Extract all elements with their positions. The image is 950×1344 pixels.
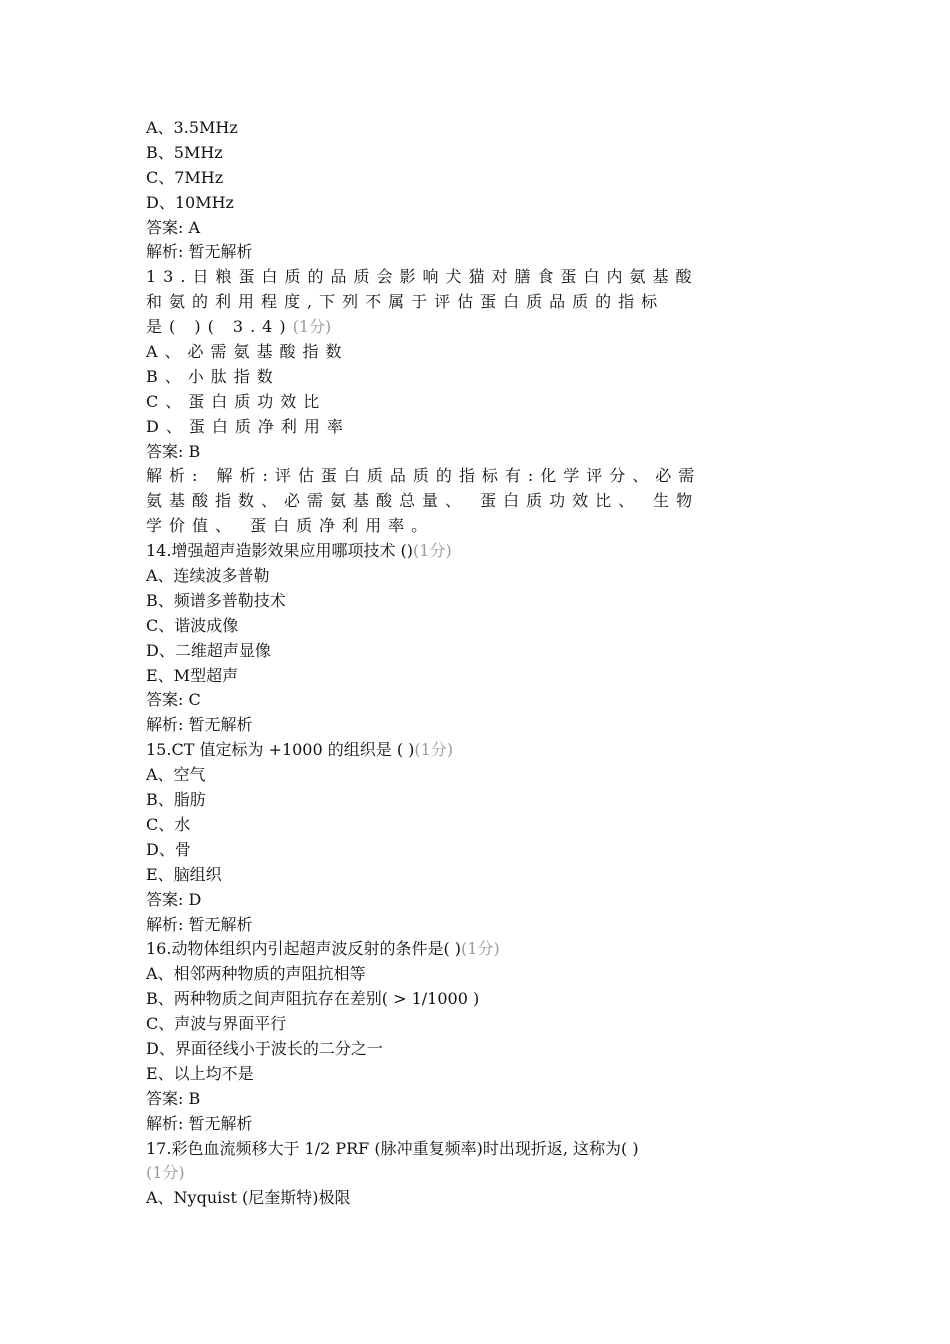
option-c: C、7MHz xyxy=(146,167,224,187)
option-b: B、5MHz xyxy=(146,142,223,162)
option-a: A、Nyquist (尼奎斯特)极限 xyxy=(146,1188,351,1208)
question-13 xyxy=(146,265,816,539)
answer: 答案: A xyxy=(146,217,201,237)
option-e: E、M型超声 xyxy=(146,665,239,685)
option-b: B、频谱多普勒技术 xyxy=(146,590,286,610)
option-c: C、蛋白质功效比 xyxy=(146,391,327,411)
question-stem-line-2: 和氨的利用程度,下列不属于评估蛋白质品质的指标 xyxy=(146,292,665,312)
option-c: C、声波与界面平行 xyxy=(146,1014,287,1034)
score-label: (1分) xyxy=(292,317,332,337)
option-d: D、骨 xyxy=(146,839,191,859)
analysis: 解析: 暂无解析 xyxy=(146,1113,253,1133)
question-stem xyxy=(146,539,816,564)
option-e: E、脑组织 xyxy=(146,864,222,884)
analysis-line-2: 氨基酸指数、必需氨基酸总量、 蛋白质功效比、 生物 xyxy=(146,491,700,511)
question-stem xyxy=(146,937,816,962)
score-label: (1分) xyxy=(146,1163,185,1183)
answer: 答案: C xyxy=(146,690,201,710)
score-label: (1分) xyxy=(414,740,454,760)
question-17 xyxy=(146,1137,816,1212)
option-c: C、谐波成像 xyxy=(146,615,239,635)
analysis-line-1: 解析: 解析:评估蛋白质品质的指标有:化学评分、必需 xyxy=(146,466,702,486)
answer: 答案: D xyxy=(146,889,202,909)
analysis: 解析: 暂无解析 xyxy=(146,715,253,735)
analysis: 解析: 暂无解析 xyxy=(146,242,253,262)
answer: 答案: B xyxy=(146,1088,201,1108)
answer: 答案: B xyxy=(146,441,201,461)
analysis-line-3: 学价值、 蛋白质净利用率。 xyxy=(146,516,435,536)
question-stem-line-1: 13.日粮蛋白质的品质会影响犬猫对膳食蛋白内氨基酸 xyxy=(146,267,699,287)
option-a: A、必需氨基酸指数 xyxy=(146,342,349,362)
option-a: A、连续波多普勒 xyxy=(146,566,270,586)
question-14 xyxy=(146,539,816,738)
option-e: E、以上均不是 xyxy=(146,1063,254,1083)
score-label: (1分) xyxy=(413,541,452,561)
document-page xyxy=(146,116,816,1211)
question-15 xyxy=(146,738,816,937)
option-a: A、3.5MHz xyxy=(146,118,238,137)
option-d: D、界面径线小于波长的二分之一 xyxy=(146,1038,383,1058)
option-a: A、相邻两种物质的声阻抗相等 xyxy=(146,964,366,984)
question-stem-text: 14.增强超声造影效果应用哪项技术 () xyxy=(146,541,414,561)
question-stem-line-3 xyxy=(146,315,816,340)
option-b: B、小肽指数 xyxy=(146,366,280,386)
analysis: 解析: 暂无解析 xyxy=(146,914,253,934)
option-a: A、空气 xyxy=(146,765,206,785)
question-stem xyxy=(146,738,816,763)
question-stem: 17.彩色血流频移大于 1/2 PRF (脉冲重复频率)时出现折返, 这称为( ) xyxy=(146,1138,639,1158)
question-16 xyxy=(146,937,816,1136)
question-stem-text: 16.动物体组织内引起超声波反射的条件是( ) xyxy=(146,939,462,959)
option-d: D、10MHz xyxy=(146,192,234,212)
option-b: B、两种物质之间声阻抗存在差别( > 1/1000 ) xyxy=(146,989,480,1009)
question-12-tail xyxy=(146,116,816,265)
option-b: B、脂肪 xyxy=(146,790,206,810)
question-stem-text: 是( )( 3.4) xyxy=(146,317,293,337)
question-stem-text: 15.CT 值定标为 +1000 的组织是 ( ) xyxy=(146,740,415,760)
option-d: D、蛋白质净利用率 xyxy=(146,416,350,436)
score-label: (1分) xyxy=(461,939,500,959)
option-d: D、二维超声显像 xyxy=(146,640,271,660)
option-c: C、水 xyxy=(146,814,191,834)
